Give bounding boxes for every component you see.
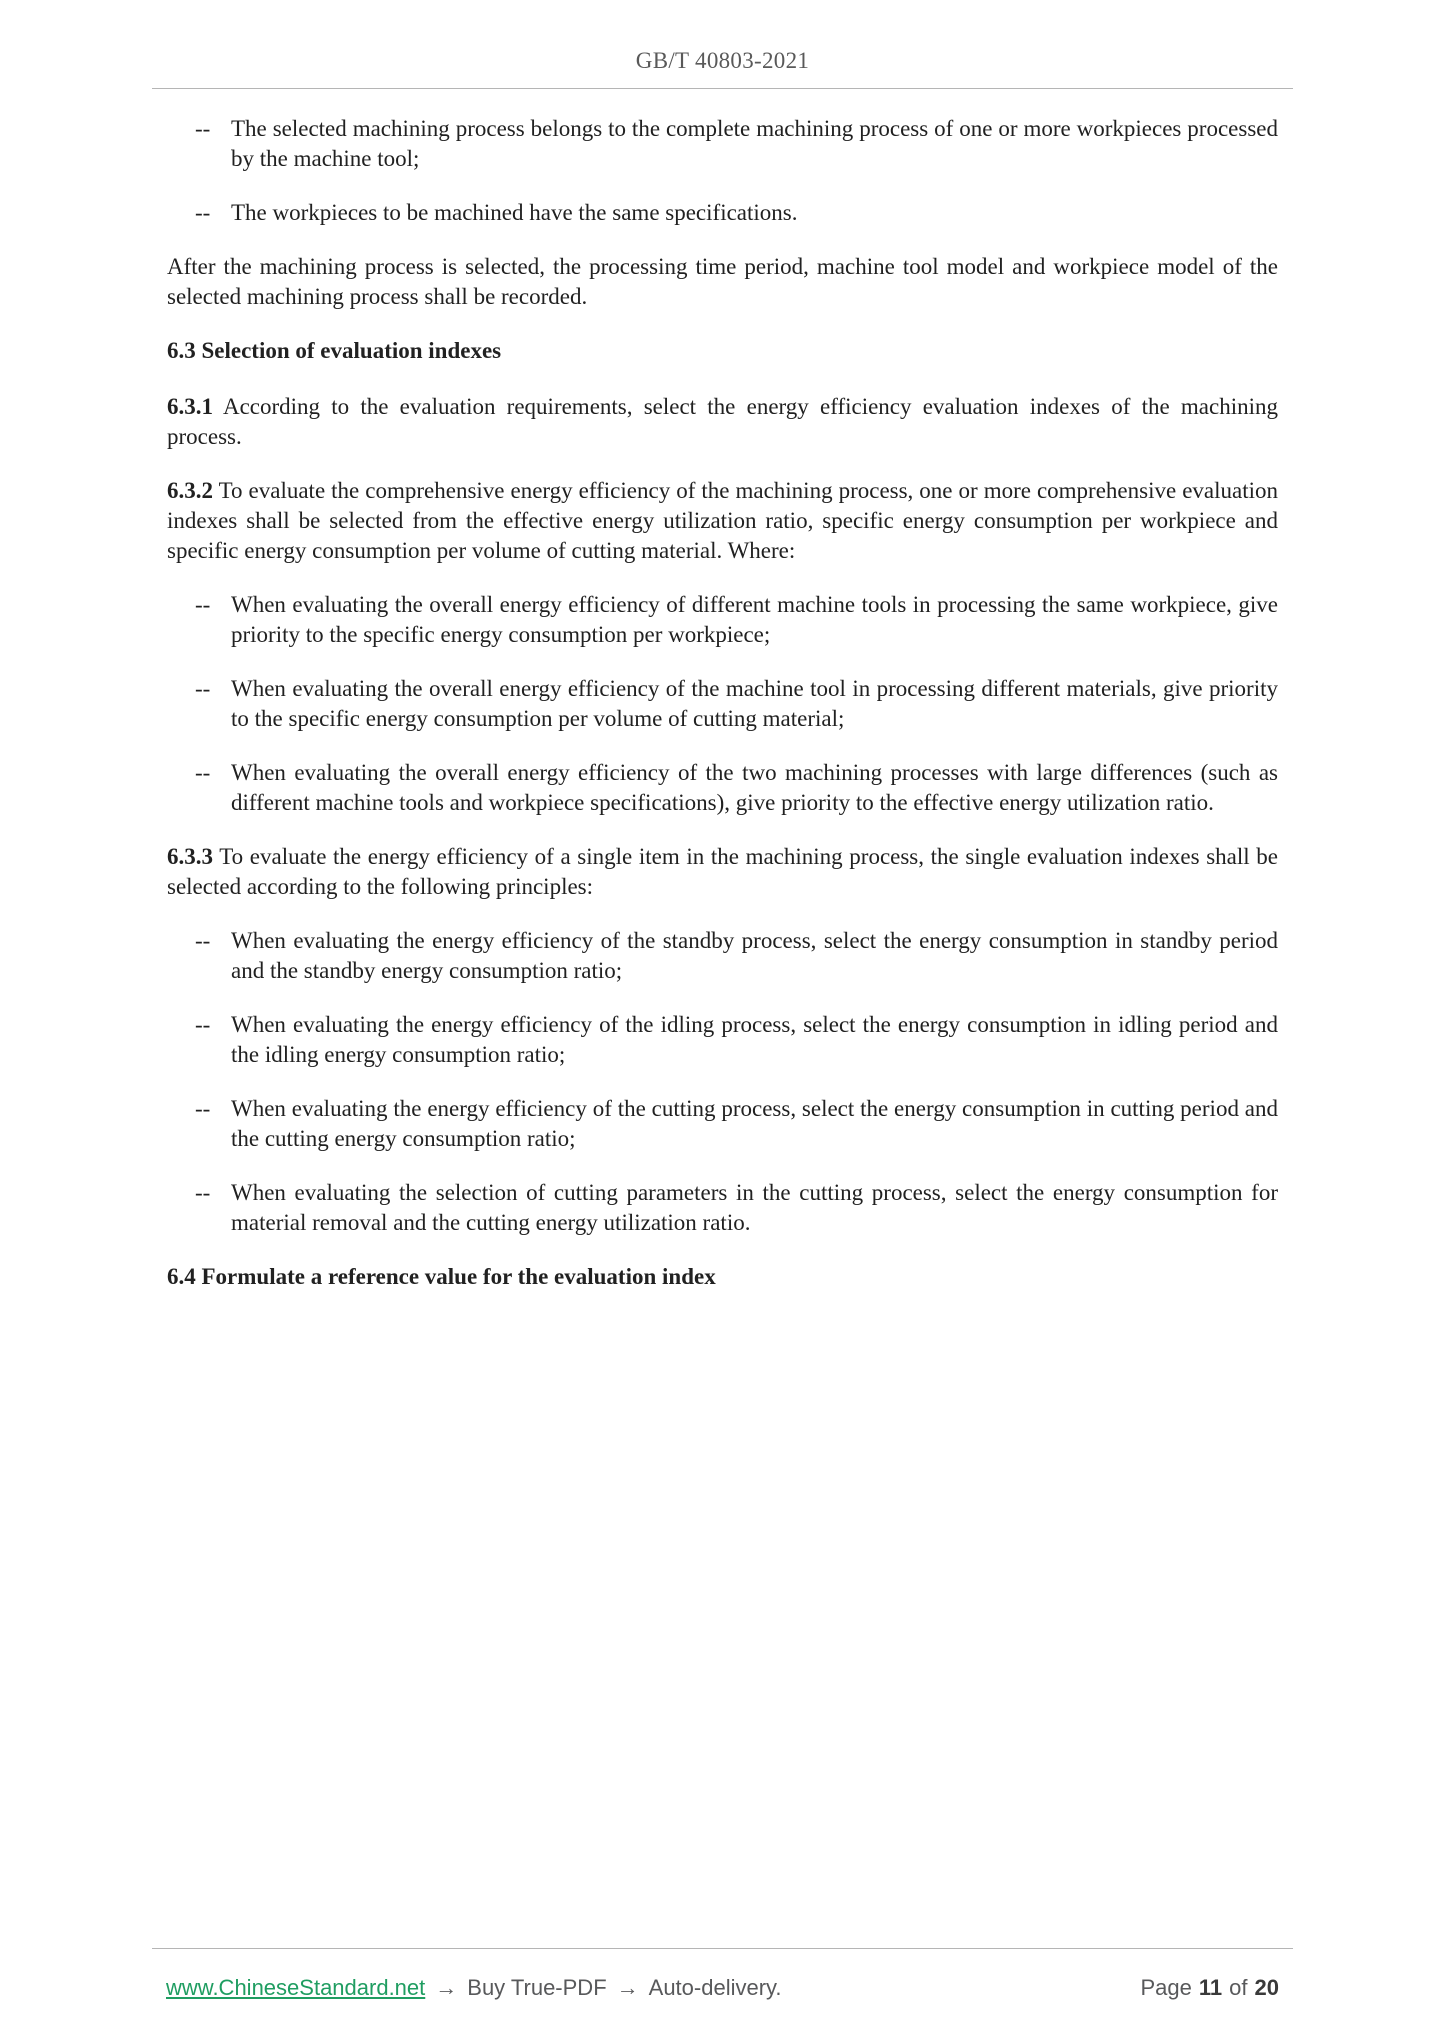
footer-delivery-text: Auto-delivery. <box>648 1975 782 2000</box>
bullet-text: When evaluating the energy efficiency of the idling process, select the energy consumption in idling period and the idling energy consumption ratio; <box>231 1012 1278 1067</box>
section-heading-6-3: 6.3 Selection of evaluation indexes <box>167 338 502 363</box>
of-label: of <box>1229 1975 1248 2000</box>
clause-text: To evaluate the energy efficiency of a single item in the machining process, the single evaluation indexes shall be selected according to the following principles: <box>167 844 1278 899</box>
bullet-item <box>195 674 1278 734</box>
bullet-text: When evaluating the overall energy efficiency of the machine tool in processing different materials, give priority to the specific energy consumption per volume of cutting material; <box>231 676 1278 731</box>
bullet-item <box>195 114 1278 174</box>
bullet-marker: -- <box>195 1096 211 1121</box>
paragraph: After the machining process is selected, the processing time period, machine tool model and workpiece model of the selected machining process shall be recorded. <box>167 254 1278 309</box>
bullet-marker: -- <box>195 676 211 701</box>
arrow-icon: → <box>435 1975 458 2000</box>
clause-text: According to the evaluation requirements, select the energy efficiency evaluation indexes of the machining process. <box>167 394 1278 449</box>
bullet-item <box>195 1094 1278 1154</box>
bullet-marker: -- <box>195 200 211 225</box>
clause-paragraph <box>167 476 1278 566</box>
clause-number: 6.3.2 <box>167 478 213 503</box>
bullet-item <box>195 1010 1278 1070</box>
clause-paragraph <box>167 842 1278 902</box>
bullet-text: When evaluating the overall energy efficiency of different machine tools in processing the same workpiece, give priority to the specific energy consumption per workpiece; <box>231 592 1278 647</box>
bullet-marker: -- <box>195 116 211 141</box>
bullet-marker: -- <box>195 1180 211 1205</box>
bullet-item <box>195 198 1278 228</box>
bullet-marker: -- <box>195 1012 211 1037</box>
bullet-marker: -- <box>195 928 211 953</box>
bullet-text: When evaluating the overall energy efficiency of the two machining processes with large differences (such as different machine tools and workpiece specifications), give priority to the effective energy utilization ratio. <box>231 760 1278 815</box>
clause-paragraph <box>167 392 1278 452</box>
clause-number: 6.3.1 <box>167 394 213 419</box>
bullet-item <box>195 590 1278 650</box>
bullet-item <box>195 758 1278 818</box>
bullet-item <box>195 926 1278 986</box>
bullet-text: The selected machining process belongs to the complete machining process of one or more workpieces processed by the machine tool; <box>231 116 1278 171</box>
header-divider <box>152 88 1293 89</box>
bullet-text: When evaluating the energy efficiency of the standby process, select the energy consumption in standby period and the standby energy consumption ratio; <box>231 928 1278 983</box>
page-footer <box>152 1948 1293 2044</box>
bullet-text: When evaluating the selection of cutting parameters in the cutting process, select the energy consumption for material removal and the cutting energy utilization ratio. <box>231 1180 1278 1235</box>
bullet-marker: -- <box>195 592 211 617</box>
footer-buy-text: Buy True-PDF <box>467 1975 607 2000</box>
current-page-number: 11 <box>1198 1975 1223 2000</box>
clause-text: To evaluate the comprehensive energy efficiency of the machining process, one or more comprehensive evaluation indexes shall be selected from the effective energy utilization ratio, specific energy consumption per workpiece and specific energy consumption per volume of cutting material. Where: <box>167 478 1278 563</box>
bullet-marker: -- <box>195 760 211 785</box>
footer-left-group <box>166 1975 782 2001</box>
site-link[interactable]: www.ChineseStandard.net <box>166 1975 426 2000</box>
document-body <box>167 114 1278 1318</box>
bullet-text: The workpieces to be machined have the same specifications. <box>231 200 798 225</box>
clause-number: 6.3.3 <box>167 844 213 869</box>
bullet-item <box>195 1178 1278 1238</box>
page-label: Page <box>1140 1975 1192 2000</box>
page-header <box>152 0 1293 89</box>
page-indicator <box>1141 1975 1280 2001</box>
footer-row <box>152 1949 1293 2001</box>
arrow-icon: → <box>616 1975 639 2000</box>
section-heading-6-4: 6.4 Formulate a reference value for the evaluation index <box>167 1264 716 1289</box>
standard-number-title: GB/T 40803-2021 <box>635 48 810 73</box>
bullet-text: When evaluating the energy efficiency of the cutting process, select the energy consumption in cutting period and the cutting energy consumption ratio; <box>231 1096 1278 1151</box>
total-page-number: 20 <box>1254 1975 1279 2000</box>
